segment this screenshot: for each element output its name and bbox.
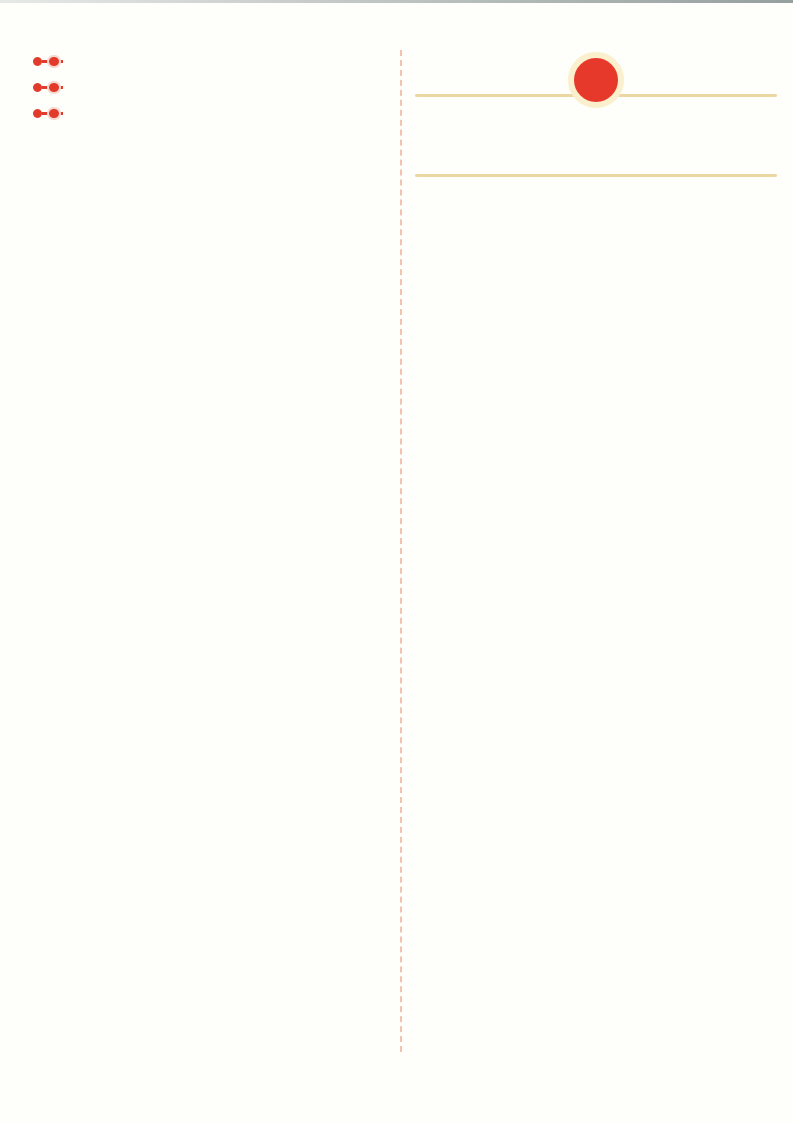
antonyms-header-badge xyxy=(49,83,59,92)
column-divider xyxy=(400,50,402,1052)
sentence-header-circle xyxy=(568,52,624,108)
antonyms-header xyxy=(42,83,63,89)
synonyms-header-badge xyxy=(49,57,59,66)
kaodian-section-header xyxy=(413,132,779,192)
sentence-section-header xyxy=(413,52,779,114)
right-column xyxy=(413,44,779,1052)
accumulation-header-badge xyxy=(49,109,59,118)
left-column xyxy=(40,44,386,1052)
synonyms-header xyxy=(42,57,63,63)
header-rule xyxy=(415,174,777,177)
accumulation-header xyxy=(42,109,63,115)
